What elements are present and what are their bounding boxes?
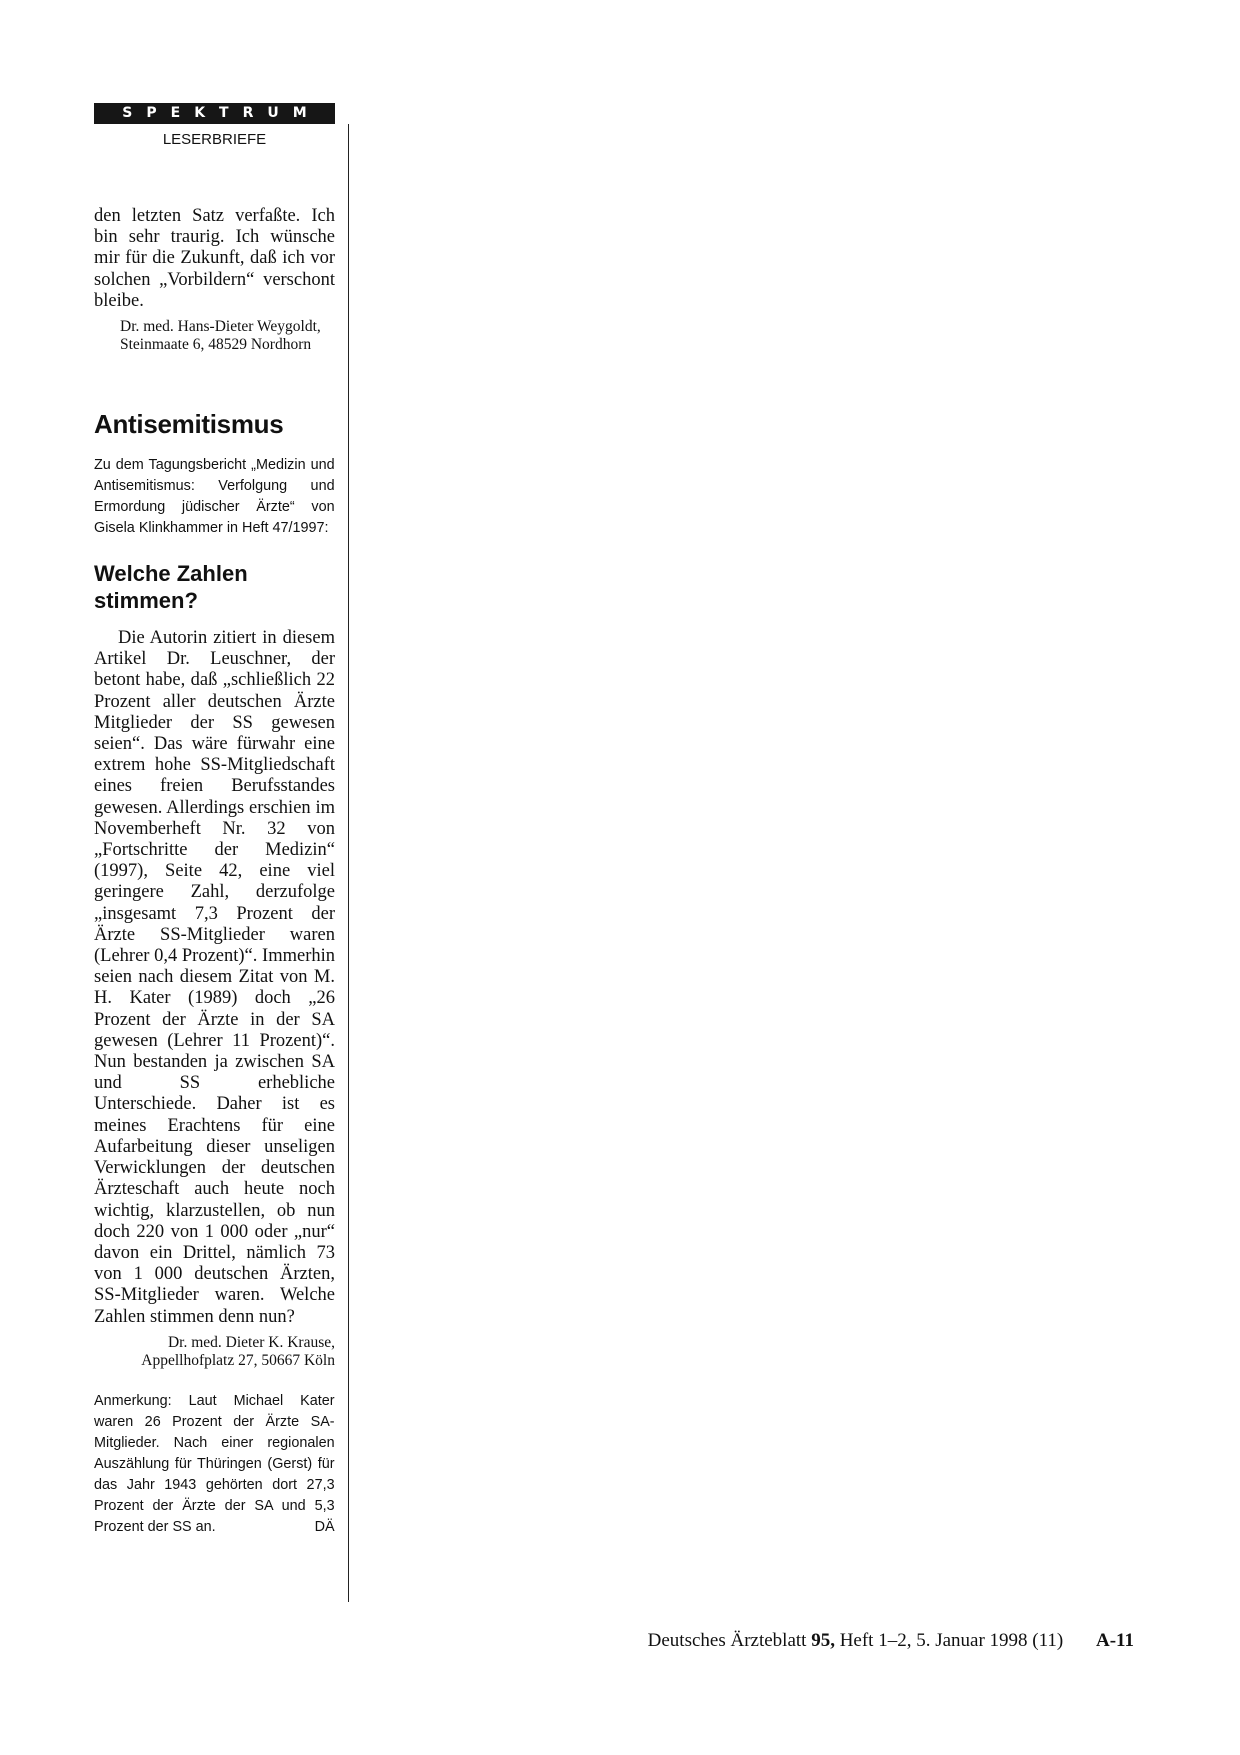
letter-signature: Dr. med. Dieter K. Krause, Appellhofplatz 27, 50667 Köln — [141, 1333, 335, 1369]
editorial-note — [94, 1390, 335, 1537]
volume-number: 95, — [811, 1630, 835, 1651]
section-label: SPEKTRUM — [94, 103, 335, 124]
letter-body: Die Autorin zitiert in diesem Artikel Dr. Leuschner, der betont habe, daß „schließlich 22 Prozent aller deutschen Ärzte Mitglieder der SS gewesen seien“. Das wäre fürwahr eine extrem hohe SS-Mitgliedschaft eines freien Berufsstandes gewesen. Allerdings erschien im Novemberheft Nr. 32 von „Fortschritte der Medizin“ (1997), Seite 42, eine viel geringere Zahl, derzufolge „insgesamt 7,3 Prozent der Ärzte SS-Mitglieder waren (Lehrer 0,4 Prozent)“. Immerhin seien nach diesem Zitat von M. H. Kater (1989) doch „26 Prozent der Ärzte in der SA gewesen (Lehrer 11 Prozent)“. Nun bestanden ja zwischen SA und SS erhebliche Unterschiede. Daher ist es meines Erachtens für eine Aufarbeitung dieser unseligen Verwicklungen der deutschen Ärzteschaft auch heute noch wichtig, klarzustellen, ob nun doch 220 von 1 000 oder „nur“ davon ein Drittel, nämlich 73 von 1 000 deutschen Ärzten, SS-Mitglieder waren. Welche Zahlen stimmen denn nun? — [94, 628, 335, 1327]
issue-info: Heft 1–2, 5. Januar 1998 (11) — [839, 1630, 1064, 1651]
journal-name: Deutsches Ärzteblatt — [647, 1630, 807, 1651]
text-column — [94, 206, 335, 1537]
article-title: Antisemitismus — [94, 409, 284, 440]
subsection-label: LESERBRIEFE — [162, 131, 267, 148]
previous-letter-continuation: den letzten Satz verfaßte. Ich bin sehr traurig. Ich wünsche mir für die Zukunft, daß ich vor solchen „Vorbildern“ verschont bleibe. — [94, 206, 335, 311]
page-footer — [648, 1630, 1134, 1652]
article-lead: Zu dem Tagungsbericht „Medizin und Antisemitismus: Verfolgung und Ermordung jüdischer Ärzte“ von Gisela Klinkhammer in Heft 47/1997: — [94, 456, 335, 537]
previous-letter-signature: Dr. med. Hans-Dieter Weygoldt, Steinmaate 6, 48529 Nordhorn — [120, 318, 321, 354]
editorial-note-signature: DÄ — [314, 1517, 335, 1535]
letter-title: Welche Zahlen stimmen? — [94, 561, 248, 614]
page-number: A-11 — [1096, 1630, 1134, 1651]
column-rule — [348, 124, 349, 1602]
editorial-note-text: Anmerkung: Laut Michael Kater waren 26 Prozent der Ärzte SA-Mitglieder. Nach einer regionalen Auszählung für Thüringen (Gerst) für das Jahr 1943 gehörten dort 27,3 Prozent der Ärzte der SA und 5,3 Prozent der SS an. — [94, 1391, 335, 1535]
